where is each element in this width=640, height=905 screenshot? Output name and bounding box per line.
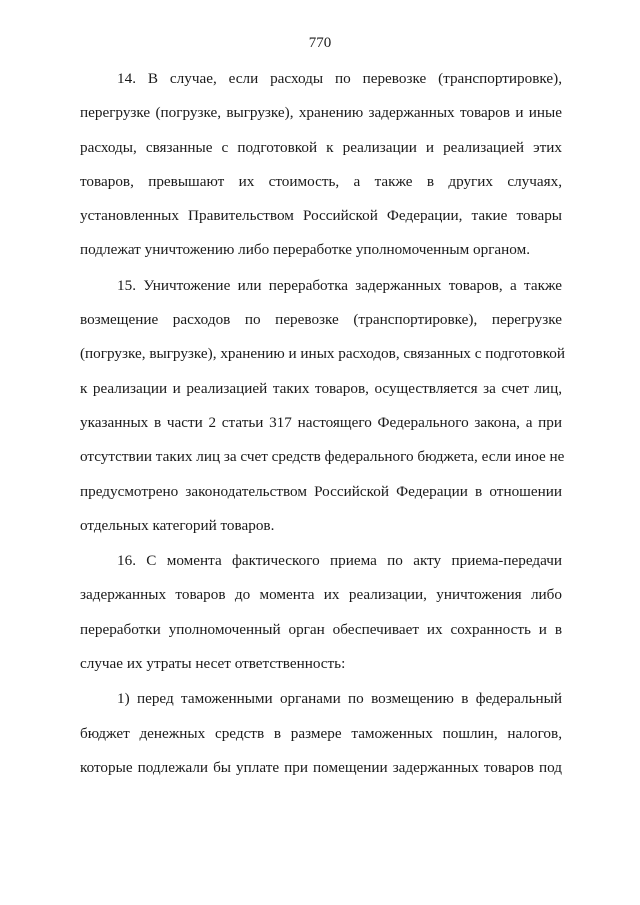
document-body [80, 62, 566, 786]
paragraph-line: установленных Правительством Российской Федерации, такие товары [80, 207, 562, 225]
paragraph-line: (погрузке, выгрузке), хранению и иных расходов, связанных с подготовкой [80, 345, 566, 363]
paragraph-line: переработки уполномоченный орган обеспечивает их сохранность и в [80, 620, 562, 638]
paragraph-line: 15. Уничтожение или переработка задержанных товаров, а также [117, 276, 562, 294]
paragraph-16-item-1 [80, 682, 562, 785]
paragraph-16 [80, 544, 562, 681]
paragraph-line: случае их утраты несет ответственность: [80, 655, 346, 673]
paragraph-14 [80, 62, 562, 268]
paragraph-line: которые подлежали бы уплате при помещении задержанных товаров под [80, 758, 562, 776]
paragraph-line: задержанных товаров до момента их реализации, уничтожения либо [80, 586, 562, 604]
paragraph-line: товаров, превышают их стоимость, а также в других случаях, [80, 172, 562, 190]
paragraph-line: бюджет денежных средств в размере таможенных пошлин, налогов, [80, 724, 562, 742]
paragraph-line: 1) перед таможенными органами по возмещению в федеральный [117, 690, 562, 708]
paragraph-line: указанных в части 2 статьи 317 настоящего Федерального закона, а при [80, 413, 562, 431]
paragraph-line: отсутствии таких лиц за счет средств федерального бюджета, если иное не [80, 448, 565, 466]
paragraph-15 [80, 269, 566, 543]
paragraph-line: к реализации и реализацией таких товаров, осуществляется за счет лиц, [80, 379, 562, 397]
paragraph-line: перегрузке (погрузке, выгрузке), хранению задержанных товаров и иные [80, 104, 562, 122]
paragraph-line: 16. С момента фактического приема по акту приема-передачи [117, 552, 562, 570]
paragraph-line: возмещение расходов по перевозке (транспортировке), перегрузке [80, 311, 562, 329]
paragraph-line: отдельных категорий товаров. [80, 516, 275, 534]
paragraph-line: подлежат уничтожению либо переработке уполномоченным органом. [80, 241, 531, 259]
page-number: 770 [308, 35, 332, 51]
paragraph-line: предусмотрено законодательством Российской Федерации в отношении [80, 482, 562, 500]
paragraph-line: расходы, связанные с подготовкой к реализации и реализацией этих [80, 138, 562, 156]
paragraph-line: 14. В случае, если расходы по перевозке (транспортировке), [117, 70, 562, 87]
